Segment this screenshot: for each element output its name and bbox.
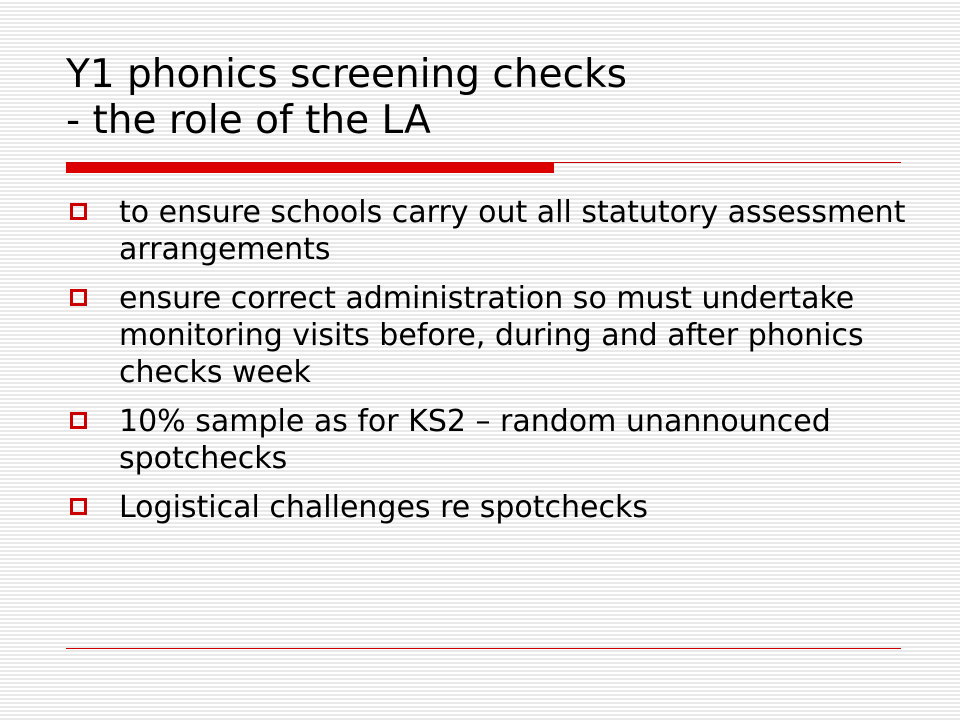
- hollow-square-icon: [70, 412, 87, 429]
- bullet-text: ensure correct administration so must undertake monitoring visits before, during and after phonics checks week: [119, 281, 864, 390]
- hollow-square-icon: [70, 203, 87, 220]
- bullet-item: [70, 489, 920, 526]
- hollow-square-icon: [70, 289, 87, 306]
- bullet-text: Logistical challenges re spotchecks: [119, 490, 649, 525]
- bullet-item: [70, 280, 920, 391]
- bullet-item: [70, 194, 920, 268]
- footer-divider: [66, 648, 901, 649]
- hollow-square-icon: [70, 498, 87, 515]
- slide-title: Y1 phonics screening checks - the role of the LA: [66, 52, 627, 143]
- bullet-text: 10% sample as for KS2 – random unannounced spotchecks: [119, 404, 831, 476]
- bullet-item: [70, 403, 920, 477]
- bullet-list: [70, 194, 920, 538]
- bullet-text: to ensure schools carry out all statutory assessment arrangements: [119, 195, 906, 267]
- title-divider-thick: [66, 163, 554, 173]
